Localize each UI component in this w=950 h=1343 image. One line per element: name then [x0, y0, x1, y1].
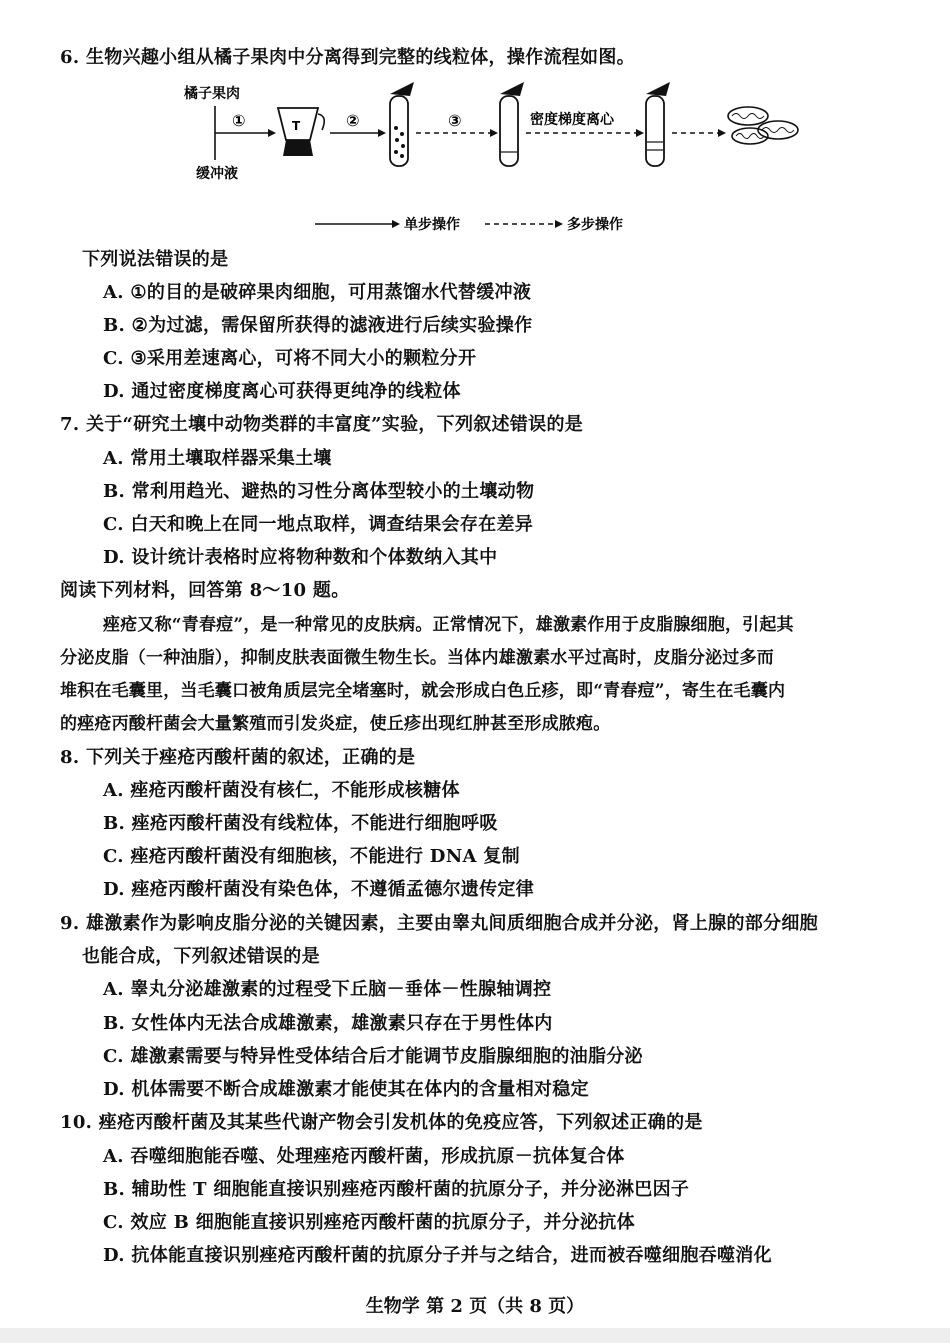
test-tube-filtrate-icon — [390, 82, 414, 166]
arrow-head-4 — [636, 129, 644, 137]
q10-option-d: D. 抗体能直接识别痤疮丙酸杆菌的抗原分子并与之结合，进而被吞噬细胞吞噬消化 — [103, 1245, 772, 1266]
q7-option-d: D. 设计统计表格时应将物种数和个体数纳入其中 — [103, 547, 498, 568]
arrow-head-1 — [268, 129, 276, 137]
q7-option-b: B. 常利用趋光、避热的习性分离体型较小的土壤动物 — [103, 481, 535, 502]
q6-option-c: C. ③采用差速离心，可将不同大小的颗粒分开 — [103, 348, 477, 369]
material-line-4: 的痤疮丙酸杆菌会大量繁殖而引发炎症，使丘疹出现红肿甚至形成脓疱。 — [60, 714, 611, 734]
blender-icon — [278, 108, 324, 156]
legend-multi-label: 多步操作 — [567, 217, 623, 233]
q9-stem: 9. 雄激素作为影响皮脂分泌的关键因素，主要由睾丸间质细胞合成并分泌，肾上腺的部分细胞 — [60, 913, 818, 934]
step2-label: ② — [346, 111, 360, 130]
q8-option-a: A. 痤疮丙酸杆菌没有核仁，不能形成核糖体 — [103, 780, 460, 801]
mitochondria-icon — [728, 107, 798, 144]
diagram-input-top: 橘子果肉 — [184, 86, 240, 102]
arrow-head-5 — [718, 129, 726, 137]
q10-option-b: B. 辅助性 T 细胞能直接识别痤疮丙酸杆菌的抗原分子，并分泌淋巴因子 — [103, 1179, 690, 1200]
step4-label: 密度梯度离心 — [530, 112, 614, 128]
page-footer: 生物学 第 2 页（共 8 页） — [365, 1296, 585, 1317]
q8-option-c: C. 痤疮丙酸杆菌没有细胞核，不能进行 DNA 复制 — [103, 846, 520, 867]
q10-option-a: A. 吞噬细胞能吞噬、处理痤疮丙酸杆菌，形成抗原－抗体复合体 — [103, 1146, 625, 1167]
q6-option-d: D. 通过密度梯度离心可获得更纯净的线粒体 — [103, 381, 461, 402]
q8-option-d: D. 痤疮丙酸杆菌没有染色体，不遵循孟德尔遗传定律 — [103, 879, 534, 900]
material-line-2: 分泌皮脂（一种油脂），抑制皮肤表面微生物生长。当体内雄激素水平过高时，皮脂分泌过多而 — [60, 648, 774, 668]
q10-stem: 10. 痤疮丙酸杆菌及其某些代谢产物会引发机体的免疫应答，下列叙述正确的是 — [60, 1112, 703, 1133]
bottom-band — [0, 1328, 950, 1343]
material-line-1: 痤疮又称“青春痘”，是一种常见的皮肤病。正常情况下，雄激素作用于皮脂腺细胞，引起其 — [103, 615, 794, 635]
q9-option-a: A. 睾丸分泌雄激素的过程受下丘脑－垂体－性腺轴调控 — [103, 979, 552, 1000]
q6-flow-diagram — [170, 78, 810, 238]
q9-option-d: D. 机体需要不断合成雄激素才能使其在体内的含量相对稳定 — [103, 1079, 589, 1100]
q6-option-a: A. ①的目的是破碎果肉细胞，可用蒸馏水代替缓冲液 — [103, 282, 532, 303]
q8-stem: 8. 下列关于痤疮丙酸杆菌的叙述，正确的是 — [60, 747, 416, 768]
q10-option-c: C. 效应 B 细胞能直接识别痤疮丙酸杆菌的抗原分子，并分泌抗体 — [103, 1212, 635, 1233]
material-line-3: 堆积在毛囊里，当毛囊口被角质层完全堵塞时，就会形成白色丘疹，即“青春痘”，寄生在毛囊内 — [60, 681, 786, 701]
q7-stem: 7. 关于“研究土壤中动物类群的丰富度”实验，下列叙述错误的是 — [60, 414, 584, 435]
q9-stem-cont: 也能合成，下列叙述错误的是 — [82, 946, 320, 967]
q9-option-b: B. 女性体内无法合成雄激素，雄激素只存在于男性体内 — [103, 1013, 553, 1034]
step3-label: ③ — [448, 111, 462, 130]
q6-stem: 6. 生物兴趣小组从橘子果肉中分离得到完整的线粒体，操作流程如图。 — [60, 47, 635, 68]
arrow-head-2 — [378, 129, 386, 137]
step1-label: ① — [232, 111, 246, 130]
q7-option-c: C. 白天和晚上在同一地点取样，调查结果会存在差异 — [103, 514, 534, 535]
test-tube-pellet-icon — [500, 82, 524, 166]
test-tube-gradient-icon — [646, 82, 670, 166]
q6-prompt: 下列说法错误的是 — [82, 249, 229, 270]
diagram-input-bottom: 缓冲液 — [196, 166, 238, 182]
flow-diagram-svg — [170, 78, 810, 238]
q9-option-c: C. 雄激素需要与特异性受体结合后才能调节皮脂腺细胞的油脂分泌 — [103, 1046, 643, 1067]
arrow-head-3 — [490, 129, 498, 137]
material-intro: 阅读下列材料，回答第 8～10 题。 — [60, 580, 350, 601]
q7-option-a: A. 常用土壤取样器采集土壤 — [103, 448, 332, 469]
legend-single-label: 单步操作 — [404, 217, 460, 233]
q8-option-b: B. 痤疮丙酸杆菌没有线粒体，不能进行细胞呼吸 — [103, 813, 498, 834]
svg-text:T: T — [292, 119, 301, 133]
q6-option-b: B. ②为过滤，需保留所获得的滤液进行后续实验操作 — [103, 315, 533, 336]
